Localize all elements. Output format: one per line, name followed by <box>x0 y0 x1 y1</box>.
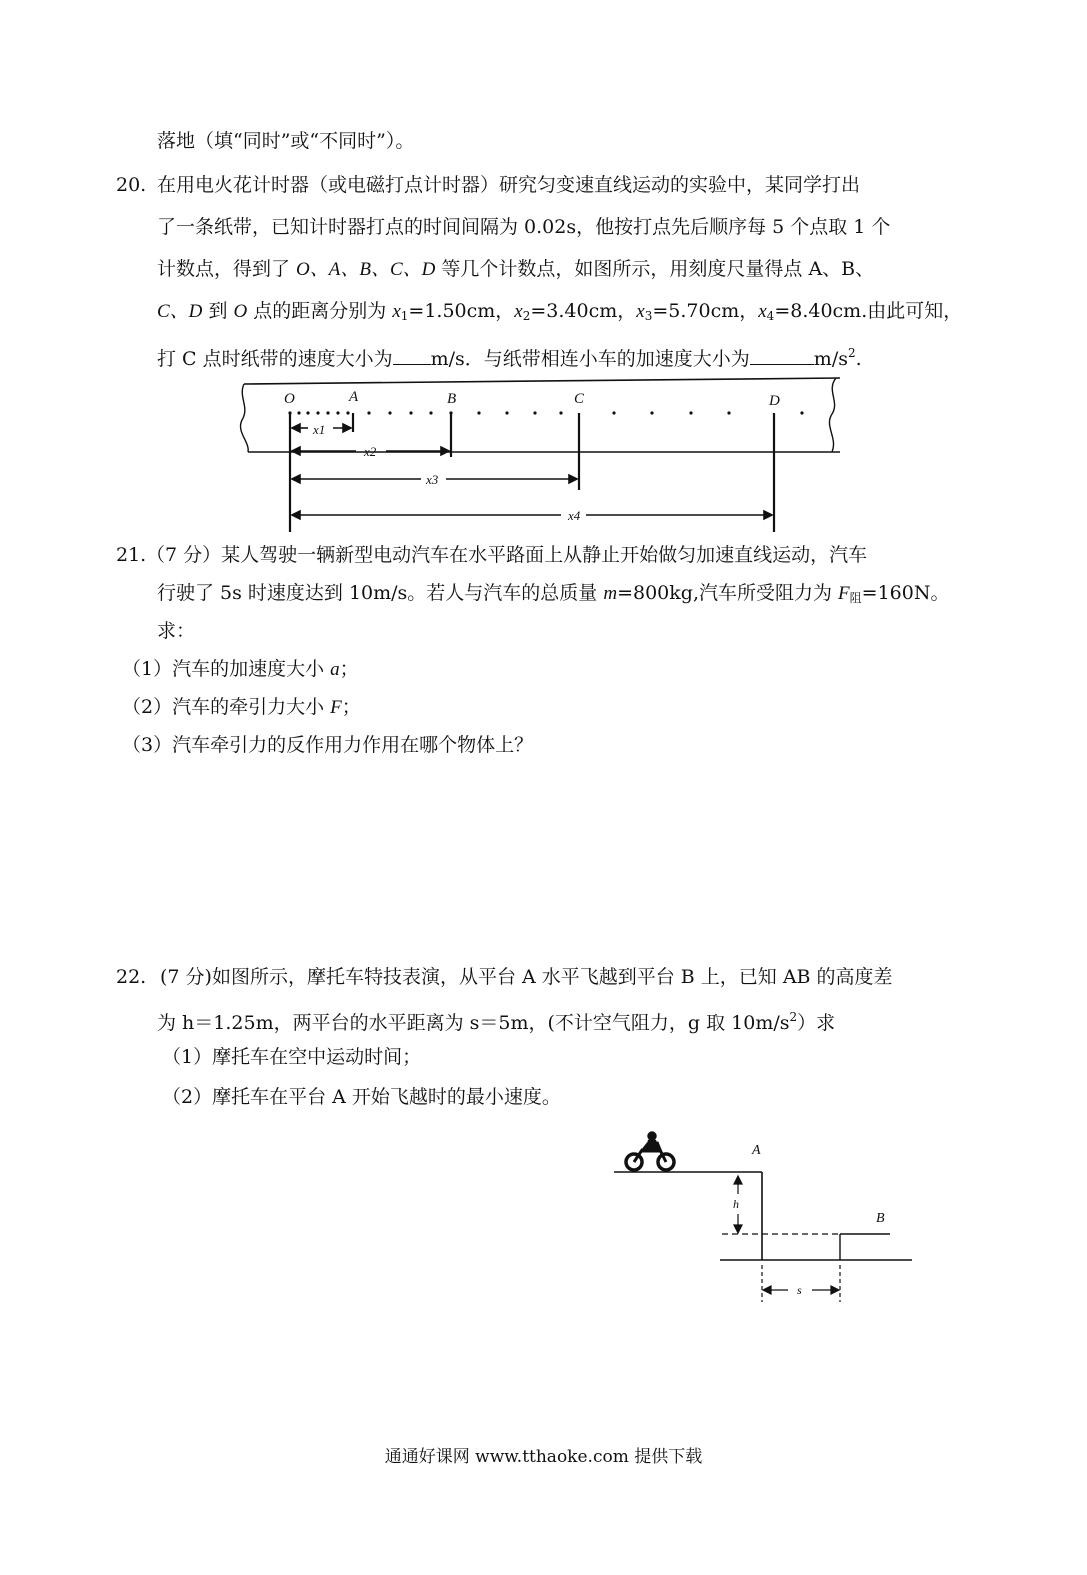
q21-line3: 求： <box>157 620 196 642</box>
tape-top-edge <box>244 378 840 384</box>
point-label-A: A <box>349 389 359 405</box>
q22-sub2: （2）摩托车在平台 A 开始飞越时的最小速度。 <box>162 1086 561 1108</box>
motorcycle-icon <box>626 1132 674 1171</box>
q21-sub1 <box>122 656 359 683</box>
q21-sub2 <box>122 694 361 721</box>
x1-subscript: 1 <box>400 309 409 323</box>
x4-symbol: x <box>758 301 767 322</box>
dim-label-x1: x1 <box>313 422 326 437</box>
q22-line2-a: 为 h＝1.25m，两平台的水平距离为 s＝5m，(不计空气阻力，g 取 10m/s <box>157 1012 790 1034</box>
q21-mass-symbol: m <box>603 583 618 604</box>
q21-line2 <box>157 580 949 611</box>
point-label-B: B <box>447 391 457 407</box>
q21-number: 21. <box>116 544 147 566</box>
point-label-D: D <box>769 393 780 409</box>
q21-line2-b: =800kg,汽车所受阻力为 <box>617 582 839 604</box>
q21-sub2-var: F <box>330 697 342 718</box>
q21-force-sub: 阻 <box>849 591 862 605</box>
platform-label-A: A <box>752 1143 761 1158</box>
q21-line2-a: 行驶了 5s 时速度达到 10m/s。若人与汽车的总质量 <box>157 582 604 604</box>
x2-symbol: x <box>514 301 523 322</box>
q22-line2-sup: 2 <box>789 1010 798 1024</box>
x3-subscript: 3 <box>644 309 653 323</box>
x1-value: =1.50cm， <box>408 300 515 322</box>
dim-label-x3: x3 <box>426 472 439 487</box>
dim-label-x2: x2 <box>364 444 377 459</box>
q20-line1: 在用电火花计时器（或电磁打点计时器）研究匀变速直线运动的实验中，某同学打出 <box>157 174 861 196</box>
q20-line3 <box>157 256 874 283</box>
measure-lines <box>290 413 774 532</box>
q20-line3-post: 等几个计数点，如图所示，用刻度尺量得点 A、B、 <box>435 258 875 280</box>
q20-line2: 了一条纸带，已知计时器打点的时间间隔为 0.02s，他按打点先后顺序每 5 个点取 1 个 <box>157 216 891 238</box>
x2-subscript: 2 <box>522 309 531 323</box>
q22-line2 <box>157 1004 835 1036</box>
dimension-arrows <box>292 424 772 519</box>
x3-symbol: x <box>636 301 645 322</box>
platform-label-B: B <box>876 1211 885 1226</box>
answer-blank-velocity[interactable] <box>393 346 431 365</box>
dim-label-x4: x4 <box>568 508 581 523</box>
tape-left-tear <box>240 384 248 452</box>
paper-tape-figure <box>236 372 846 537</box>
q22-line1: (7 分)如图所示，摩托车特技表演，从平台 A 水平飞越到平台 B 上，已知 AB 的高度差 <box>160 966 893 988</box>
q20-line5-text: 打 C 点时纸带的速度大小为 <box>157 348 393 370</box>
q21-sub2-end: ； <box>341 696 361 718</box>
q21-sub1-var: a <box>330 659 340 680</box>
answer-blank-acceleration[interactable] <box>750 346 814 365</box>
distance-label-s: s <box>797 1283 802 1297</box>
q22-number: 22. <box>116 966 147 988</box>
q20-unit2: m/s <box>813 348 848 370</box>
q22-line2-b: ）求 <box>797 1012 836 1034</box>
q20-number: 20. <box>116 174 147 196</box>
q21-sub1-end: ； <box>339 658 359 680</box>
q21-sub2-text: （2）汽车的牵引力大小 <box>122 696 331 718</box>
height-label-h: h <box>733 1197 739 1211</box>
point-label-O: O <box>284 391 295 407</box>
q21-line1: （7 分）某人驾驶一辆新型电动汽车在水平路面上从静止开始做匀加速直线运动，汽车 <box>146 544 868 566</box>
x4-subscript: 4 <box>766 309 775 323</box>
q20-line3-points: O、A、B、C、D <box>296 259 436 280</box>
q21-sub1-text: （1）汽车的加速度大小 <box>122 658 331 680</box>
x1-symbol: x <box>392 301 401 322</box>
point-label-C: C <box>574 391 585 407</box>
x4-value: =8.40cm.由此可知， <box>774 300 963 322</box>
q21-line2-c: =160N。 <box>861 582 950 604</box>
q20-line4-to: 到 <box>202 300 234 322</box>
q20-unit2-sup: 2 <box>847 346 856 360</box>
x2-value: =3.40cm， <box>530 300 637 322</box>
q20-line4-origin: O <box>233 301 248 322</box>
q21-sub3: （3）汽车牵引力的反作用力作用在哪个物体上？ <box>122 734 534 756</box>
q21-force-symbol: F <box>838 583 850 604</box>
q20-line4-points: C、D <box>157 301 203 322</box>
tape-right-tear <box>829 378 836 452</box>
q20-line5 <box>157 340 862 372</box>
tape-dots <box>288 411 803 414</box>
q20-unit2-end: . <box>855 348 862 370</box>
motorcycle-jump-figure <box>612 1130 922 1310</box>
q22-sub1: （1）摩托车在空中运动时间； <box>162 1046 422 1068</box>
page-footer: 通通好课网 www.tthaoke.com 提供下载 <box>384 1447 703 1467</box>
x3-value: =5.70cm， <box>652 300 759 322</box>
q20-line4 <box>157 298 962 329</box>
q20-unit1: m/s．与纸带相连小车的加速度大小为 <box>430 348 750 370</box>
continuation-line: 落地（填“同时”或“不同时”）。 <box>157 130 415 152</box>
q20-line3-pre: 计数点，得到了 <box>157 258 297 280</box>
q20-line4-dist: 点的距离分别为 <box>247 300 393 322</box>
